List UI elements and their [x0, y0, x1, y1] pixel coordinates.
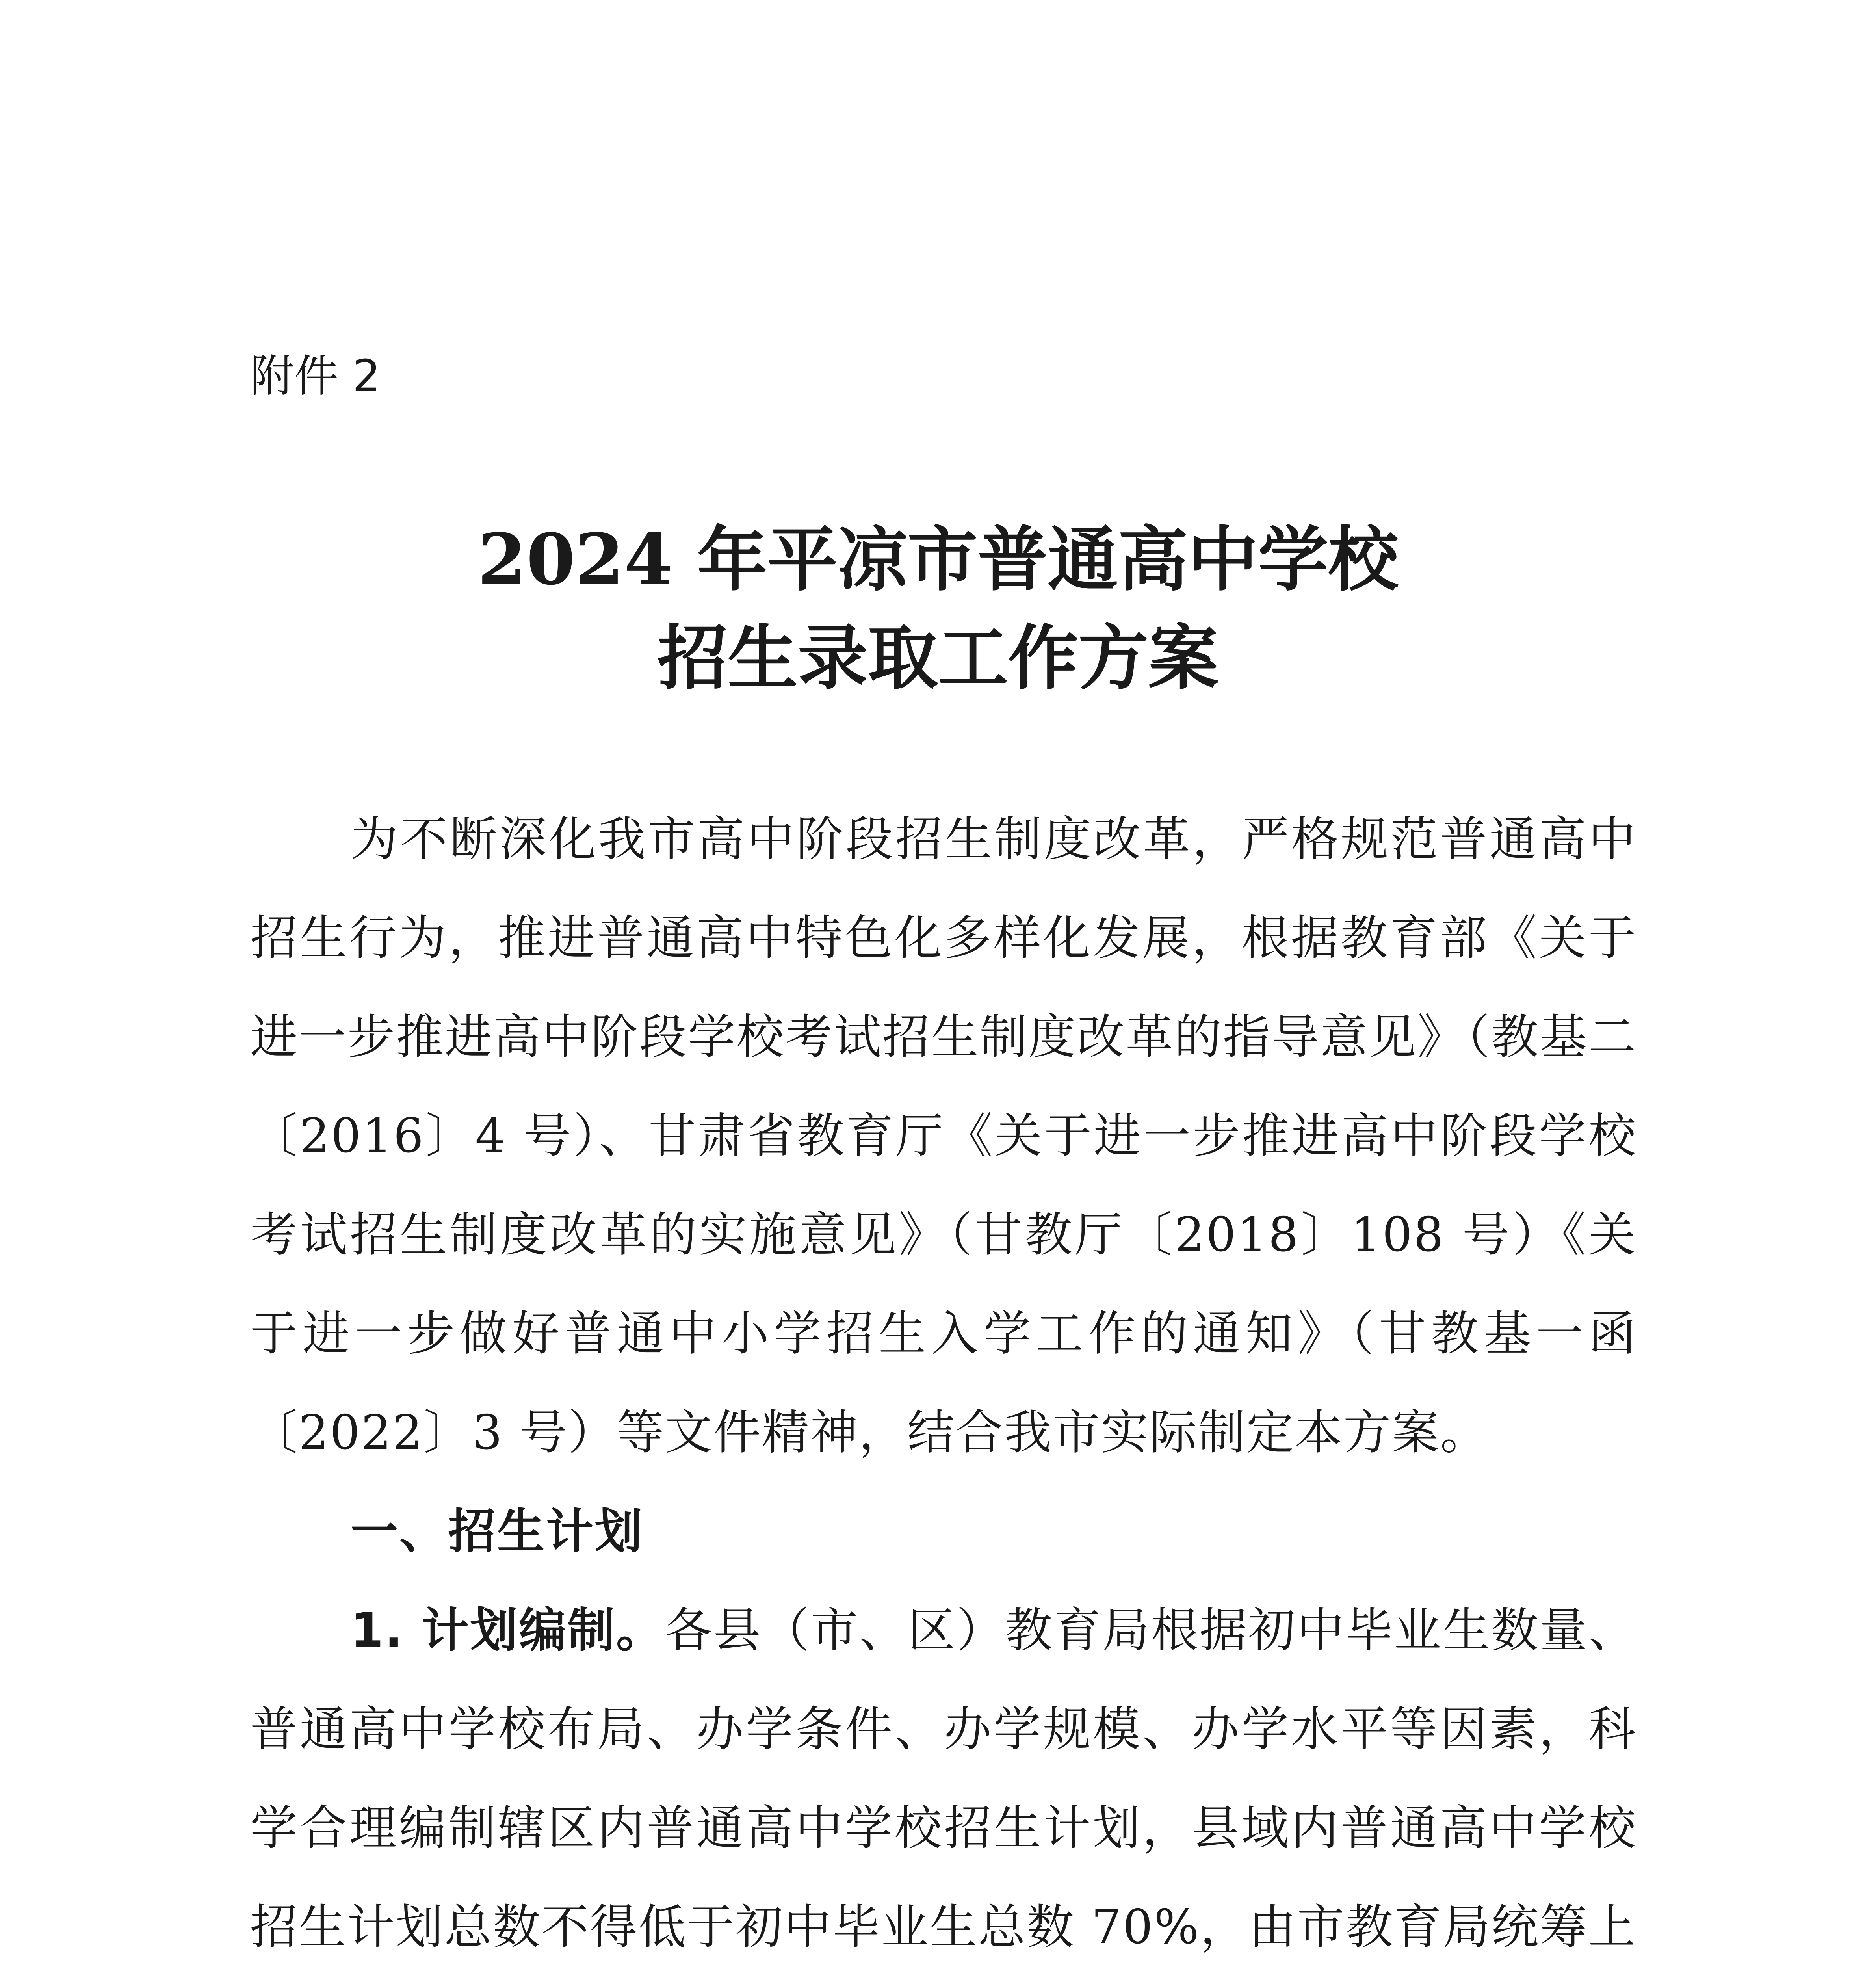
- document-title-line-1: 2024 年平凉市普通高中学校: [477, 518, 1399, 600]
- item-text-plan-compilation: 各县（市、区）教育局根据初中毕业生数量、普通高中学校布局、办学条件、办学规模、办学水平等因素，科学合理编制辖区内普通高中学校招生计划，县域内普通高中学校招生计划总数不得低于初中毕业生总数 70%，由市教育局统筹上: [250, 1603, 1637, 1955]
- paragraph-plan-compilation: [250, 1581, 1637, 1970]
- item-lead-plan-compilation: 1. 计划编制。: [351, 1603, 665, 1658]
- section-heading-enrollment-plan: 一、招生计划: [351, 1504, 644, 1559]
- document-body: [250, 790, 1637, 1970]
- document-title-line-2: 招生录取工作方案: [658, 617, 1218, 699]
- intro-paragraph: 为不断深化我市高中阶段招生制度改革，严格规范普通高中招生行为，推进普通高中特色化多样化发展，根据教育部《关于进一步推进高中阶段学校考试招生制度改革的指导意见》（教基二〔2016〕4 号）、甘肃省教育厅《关于进一步推进高中阶段学校考试招生制度改革的实施意见》（甘教厅〔2018〕108 号）《关于进一步做好普通中小学招生入学工作的通知》（甘教基一函〔2022〕3 号）等文件精神，结合我市实际制定本方案。: [250, 812, 1637, 1460]
- attachment-label: 附件 2: [250, 351, 381, 402]
